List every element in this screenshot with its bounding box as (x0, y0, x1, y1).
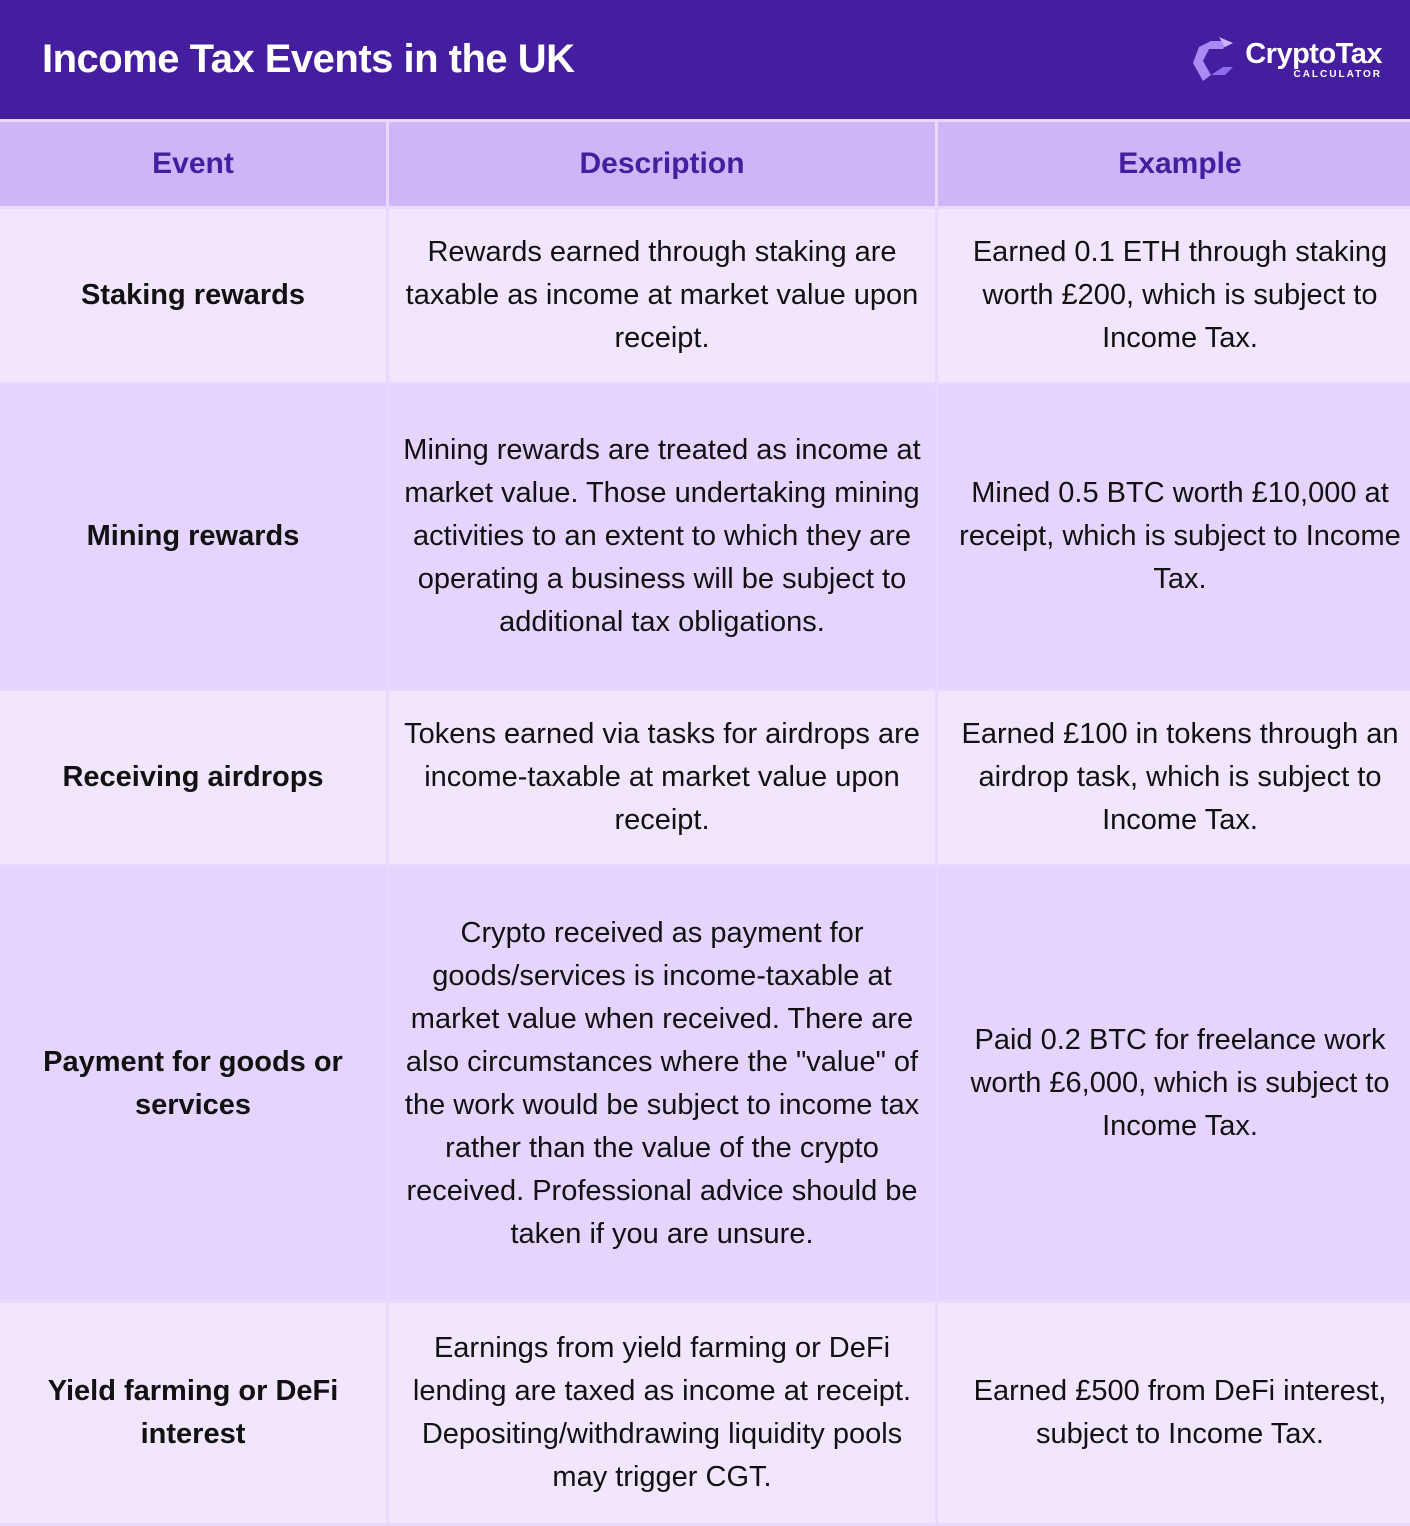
logo-subtext: CALCULATOR (1293, 68, 1382, 80)
page-title: Income Tax Events in the UK (42, 37, 575, 81)
description-cell: Earnings from yield farming or DeFi lending are taxed as income at receipt. Depositing/withdrawing liquidity pools may trigger CGT. (389, 1303, 935, 1523)
table-header-row (0, 122, 1410, 206)
description-cell: Rewards earned through staking are taxable as income at market value upon receipt. (389, 209, 935, 382)
table-row (0, 209, 1410, 382)
logo-text: CryptoTax (1245, 37, 1382, 70)
example-cell: Earned £500 from DeFi interest, subject to Income Tax. (938, 1303, 1410, 1523)
logo (1189, 35, 1382, 85)
crypto-tax-logo-icon (1189, 35, 1239, 85)
event-cell: Yield farming or DeFi interest (0, 1303, 386, 1523)
event-cell: Receiving airdrops (0, 691, 386, 864)
example-cell: Paid 0.2 BTC for freelance work worth £6,000, which is subject to Income Tax. (938, 867, 1410, 1300)
column-header-example: Example (938, 122, 1410, 206)
event-cell: Staking rewards (0, 209, 386, 382)
event-cell: Payment for goods or services (0, 867, 386, 1300)
example-cell: Earned £100 in tokens through an airdrop task, which is subject to Income Tax. (938, 691, 1410, 864)
income-tax-table (0, 119, 1410, 1526)
event-cell: Mining rewards (0, 385, 386, 688)
table-row (0, 1303, 1410, 1523)
header-bar (0, 0, 1410, 122)
table-row (0, 691, 1410, 864)
example-cell: Mined 0.5 BTC worth £10,000 at receipt, which is subject to Income Tax. (938, 385, 1410, 688)
description-cell: Mining rewards are treated as income at market value. Those undertaking mining activities to an extent to which they are operating a business will be subject to additional tax obligations. (389, 385, 935, 688)
column-header-description: Description (389, 122, 935, 206)
example-cell: Earned 0.1 ETH through staking worth £200, which is subject to Income Tax. (938, 209, 1410, 382)
table-row (0, 385, 1410, 688)
table-row (0, 867, 1410, 1300)
description-cell: Crypto received as payment for goods/services is income-taxable at market value when received. There are also circumstances where the "value" of the work would be subject to income tax rather than the value of the crypto received. Professional advice should be taken if you are unsure. (389, 867, 935, 1300)
description-cell: Tokens earned via tasks for airdrops are income-taxable at market value upon receipt. (389, 691, 935, 864)
column-header-event: Event (0, 122, 386, 206)
